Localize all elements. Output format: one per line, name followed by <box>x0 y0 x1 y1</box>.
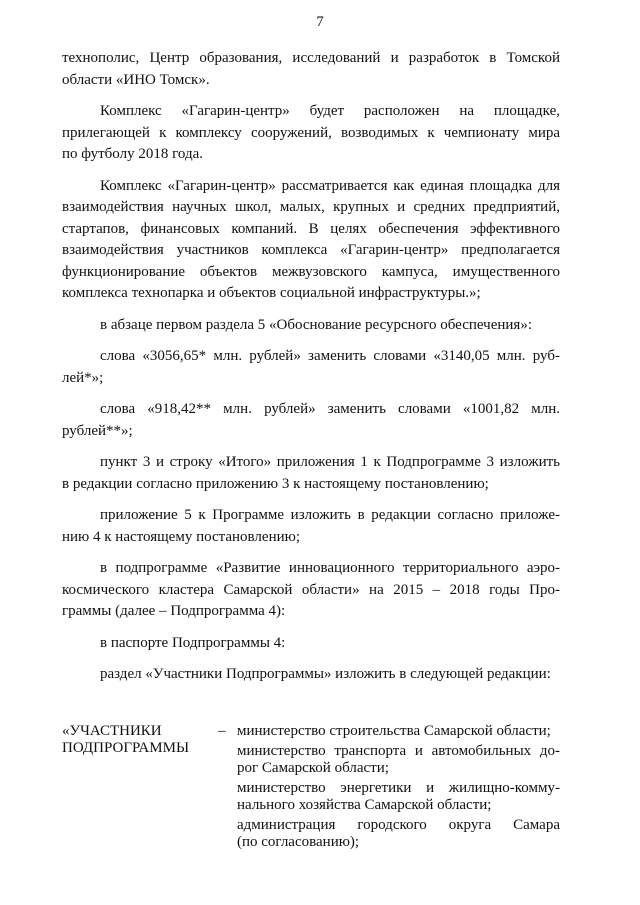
participants-dash: – <box>218 723 226 739</box>
paragraph-line: в подпрограмме «Развитие инновационного территориального аэро- <box>100 560 560 576</box>
paragraph-line: граммы (далее – Подпрограмма 4): <box>62 603 286 619</box>
participant-line: министерство транспорта и автомобильных до- <box>237 743 560 759</box>
paragraph-line: пункт 3 и строку «Итого» приложения 1 к Подпрограмме 3 изложить <box>100 454 560 470</box>
paragraph <box>62 452 560 495</box>
paragraph-line: в паспорте Подпрограммы 4: <box>100 634 286 651</box>
participants-label-line: ПОДПРОГРАММЫ <box>62 740 190 756</box>
paragraph-line: в абзаце первом раздела 5 «Обоснование ресурсного обеспечения»: <box>100 316 532 333</box>
paragraph-line: прилегающей к комплексу сооружений, возводимых к чемпионату мира <box>62 124 560 141</box>
paragraph <box>62 101 560 166</box>
paragraph-line: по футболу 2018 года. <box>62 146 203 162</box>
participants-label <box>62 723 212 757</box>
paragraph-line: космического кластера Самарской области» на 2015 – 2018 годы Про- <box>62 581 560 598</box>
paragraph-line: взаимодействия участников комплекса «Гагарин-центр» предполагается <box>62 242 560 258</box>
participant-line: министерство энергетики и жилищно-комму- <box>237 780 560 796</box>
paragraph-line: взаимодействия научных школ, малых, крупных и средних предприятий, <box>62 199 560 215</box>
paragraph <box>62 664 560 686</box>
paragraph-line: комплекса технопарка и объектов социальной инфраструктуры.»; <box>62 285 481 301</box>
paragraph-line: технополис, Центр образования, исследований и разработок в Томской <box>62 50 560 66</box>
paragraph-line: области «ИНО Томск». <box>62 71 210 88</box>
participant-line: рог Самарской области; <box>237 760 389 776</box>
participant-entry <box>237 743 560 777</box>
paragraph-line: функционирование объектов межвузовского кампуса, имущественного <box>62 263 560 280</box>
participant-entry <box>237 780 560 814</box>
participant-line: администрация городского округа Самара <box>237 817 560 833</box>
paragraph-line: слова «3056,65* млн. рублей» заменить словами «3140,05 млн. руб- <box>100 348 560 364</box>
participant-line: нального хозяйства Самарской области; <box>237 797 492 813</box>
paragraph-line: стартапов, финансовых компаний. В целях обеспечения эффективного <box>62 220 560 237</box>
paragraph <box>62 505 560 548</box>
paragraph-line: нию 4 к настоящему постановлению; <box>62 528 301 545</box>
participant-entry <box>237 817 560 851</box>
paragraph <box>62 633 560 655</box>
paragraph-line: Комплекс «Гагарин-центр» рассматривается как единая площадка для <box>100 177 560 194</box>
paragraph-line: в редакции согласно приложению 3 к настоящему постановлению; <box>62 475 489 492</box>
participants-label-line: «УЧАСТНИКИ <box>62 723 162 739</box>
participant-line: (по согласованию); <box>237 834 360 850</box>
paragraph <box>62 346 560 389</box>
document-body <box>62 48 560 686</box>
paragraph-line: Комплекс «Гагарин-центр» будет расположен на площадке, <box>100 103 560 119</box>
paragraph-line: приложение 5 к Программе изложить в редакции согласно приложе- <box>100 507 560 523</box>
participants-list <box>237 723 560 851</box>
paragraph <box>62 48 560 91</box>
paragraph <box>62 558 560 623</box>
paragraph-line: лей*»; <box>62 369 104 386</box>
paragraph-line: рублей**»; <box>62 422 133 439</box>
participant-entry <box>237 723 560 740</box>
paragraph <box>62 176 560 305</box>
paragraph <box>62 315 560 337</box>
paragraph-line: слова «918,42** млн. рублей» заменить словами «1001,82 млн. <box>100 401 560 417</box>
paragraph-line: раздел «Участники Подпрограммы» изложить в следующей редакции: <box>100 666 551 682</box>
page-number: 7 <box>316 14 324 30</box>
participant-line: министерство строительства Самарской области; <box>237 723 551 739</box>
paragraph <box>62 399 560 442</box>
